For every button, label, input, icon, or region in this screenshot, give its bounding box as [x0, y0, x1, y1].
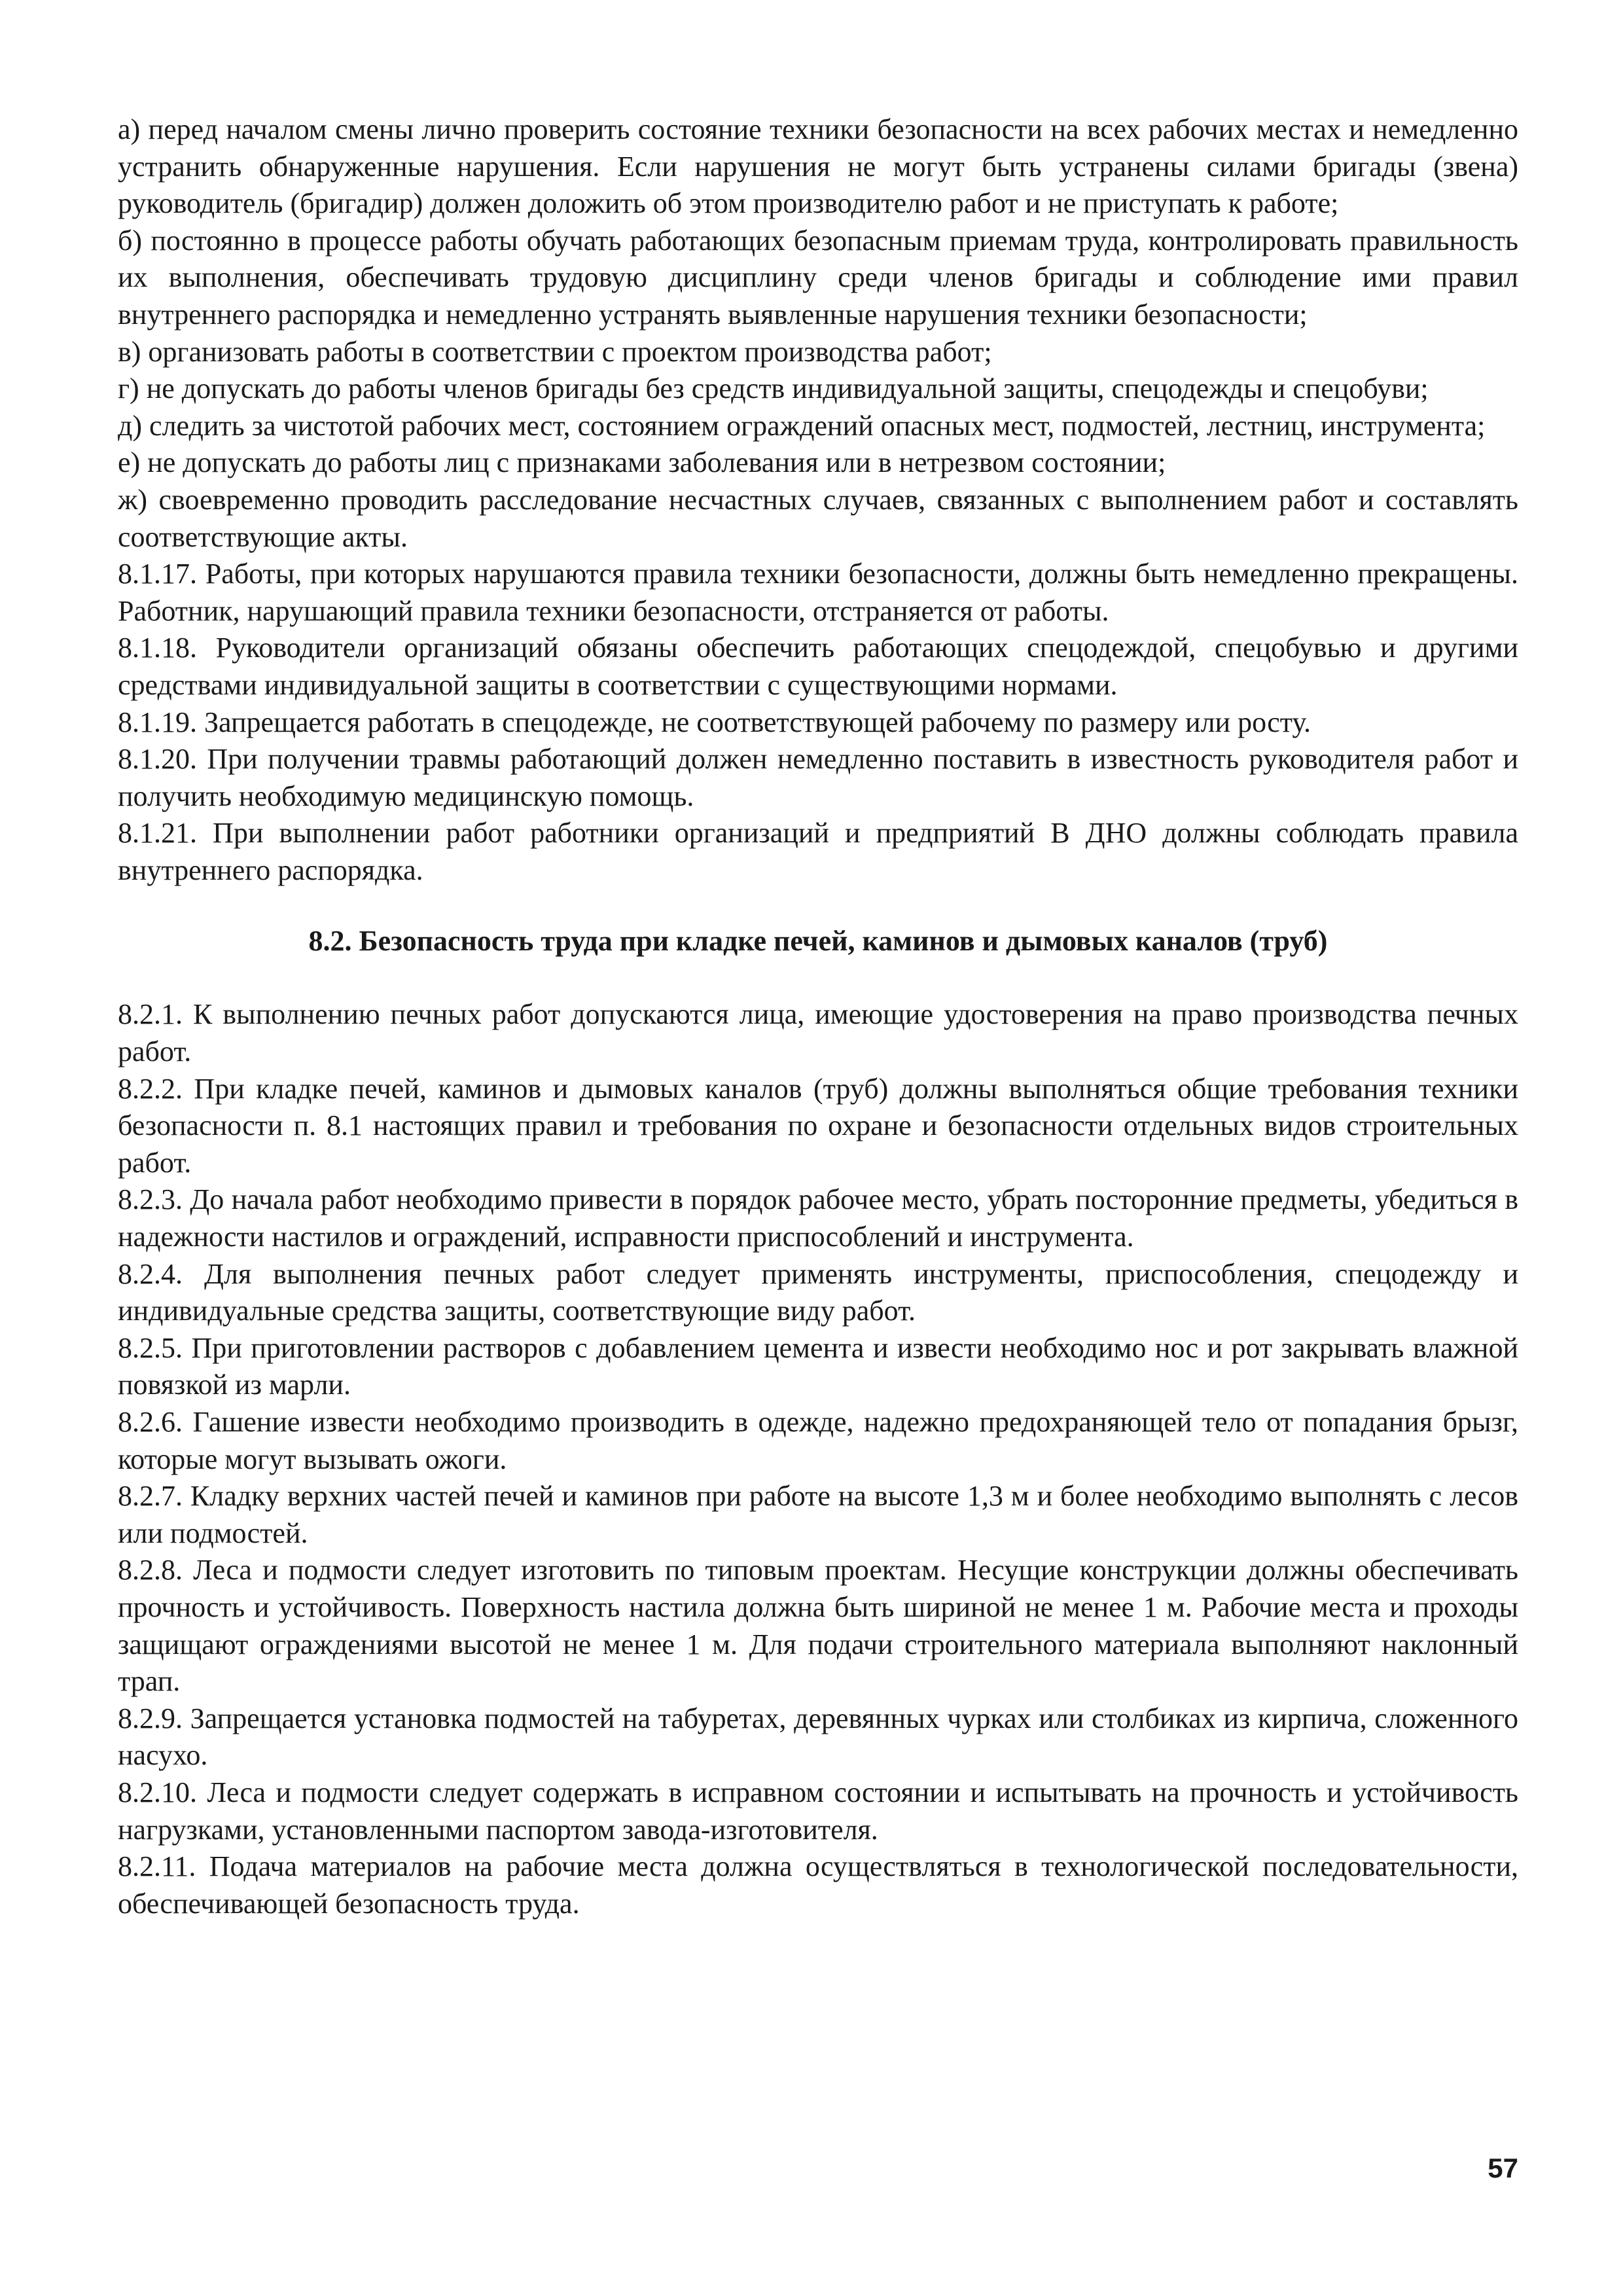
- paragraph-8-2-2: 8.2.2. При кладке печей, каминов и дымовых каналов (труб) должны выполняться общие требования техники безопасности п. 8.1 настоящих правил и требования по охране и безопасности отдельных видов строительных работ.: [118, 1072, 1518, 1179]
- paragraph-8-2-5: 8.2.5. При приготовлении растворов с добавлением цемента и извести необходимо нос и рот закрывать влажной повязкой из марли.: [118, 1331, 1518, 1401]
- paragraph-8-1-20: 8.1.20. При получении травмы работающий должен немедленно поставить в известность руководителя работ и получить необходимую медицинскую помощь.: [118, 743, 1518, 812]
- paragraph-8-2-11: 8.2.11. Подача материалов на рабочие места должна осуществляться в технологической последовательности, обеспечивающей безопасность труда.: [118, 1850, 1518, 1920]
- text-block-8-1: [118, 111, 1518, 889]
- paragraph-8-2-9: 8.2.9. Запрещается установка подмостей на табуретах, деревянных чурках или столбиках из кирпича, сложенного насухо.: [118, 1702, 1518, 1772]
- paragraph-8-2-3: 8.2.3. До начала работ необходимо привести в порядок рабочее место, убрать посторонние предметы, убедиться в надежности настилов и ограждений, исправности приспособлений и инструмента.: [118, 1183, 1518, 1253]
- paragraph-8-2-8: 8.2.8. Леса и подмости следует изготовить по типовым проектам. Несущие конструкции должны обеспечивать прочность и устойчивость. Поверхность настила должна быть шириной не менее 1 м. Рабочие места и проходы защищают ограждениями высотой не менее 1 м. Для подачи строительного материала выполняют наклонный трап.: [118, 1554, 1518, 1698]
- paragraph-zh: ж) своевременно проводить расследование несчастных случаев, связанных с выполнением работ и составлять соответствующие акты.: [118, 483, 1518, 553]
- paragraph-8-1-21: 8.1.21. При выполнении работ работники организаций и предприятий В ДНО должны соблюдать правила внутреннего распорядка.: [118, 817, 1518, 886]
- paragraph-8-2-1: 8.2.1. К выполнению печных работ допускаются лица, имеющие удостоверения на право производства печных работ.: [118, 998, 1518, 1068]
- paragraph-b: б) постоянно в процессе работы обучать работающих безопасным приемам труда, контролировать правильность их выполнения, обеспечивать трудовую дисциплину среди членов бригады и соблюдение ими правил внутреннего распорядка и немедленно устранять выявленные нарушения техники безопасности;: [118, 224, 1518, 331]
- paragraph-8-1-18: 8.1.18. Руководители организаций обязаны обеспечить работающих спецодеждой, спецобувью и другими средствами индивидуальной защиты в соответствии с существующими нормами.: [118, 632, 1518, 701]
- paragraph-8-2-10: 8.2.10. Леса и подмости следует содержать в исправном состоянии и испытывать на прочность и устойчивость нагрузками, установленными паспортом завода-изготовителя.: [118, 1776, 1518, 1846]
- paragraph-8-2-6: 8.2.6. Гашение извести необходимо производить в одежде, надежно предохраняющей тело от попадания брызг, которые могут вызывать ожоги.: [118, 1406, 1518, 1475]
- page-number: 57: [1488, 2153, 1518, 2183]
- paragraph-8-2-4: 8.2.4. Для выполнения печных работ следует применять инструменты, приспособления, спецодежду и индивидуальные средства защиты, соответствующие виду работ.: [118, 1257, 1518, 1327]
- paragraph-e: е) не допускать до работы лиц с признаками заболевания или в нетрезвом состоянии;: [118, 446, 1166, 479]
- paragraph-a: а) перед началом смены лично проверить состояние техники безопасности на всех рабочих местах и немедленно устранить обнаруженные нарушения. Если нарушения не могут быть устранены силами бригады (звена) руководитель (бригадир) должен доложить об этом производителю работ и не приступать к работе;: [118, 113, 1518, 220]
- section-title: 8.2. Безопасность труда при кладке печей, каминов и дымовых каналов (труб): [308, 925, 1328, 958]
- paragraph-8-2-7: 8.2.7. Кладку верхних частей печей и каминов при работе на высоте 1,3 м и более необходимо выполнять с лесов или подмостей.: [118, 1480, 1518, 1549]
- paragraph-v: в) организовать работы в соответствии с проектом производства работ;: [118, 335, 992, 368]
- paragraph-8-1-17: 8.1.17. Работы, при которых нарушаются правила техники безопасности, должны быть немедленно прекращены. Работник, нарушающий правила техники безопасности, отстраняется от работы.: [118, 558, 1518, 627]
- page-body: [118, 111, 1518, 1922]
- paragraph-g: г) не допускать до работы членов бригады без средств индивидуальной защиты, спецодежды и спецобуви;: [118, 372, 1429, 405]
- text-block-8-2: [118, 996, 1518, 1922]
- paragraph-d: д) следить за чистотой рабочих мест, состоянием ограждений опасных мест, подмостей, лестниц, инструмента;: [118, 409, 1486, 442]
- paragraph-8-1-19: 8.1.19. Запрещается работать в спецодежде, не соответствующей рабочему по размеру или росту.: [118, 706, 1311, 738]
